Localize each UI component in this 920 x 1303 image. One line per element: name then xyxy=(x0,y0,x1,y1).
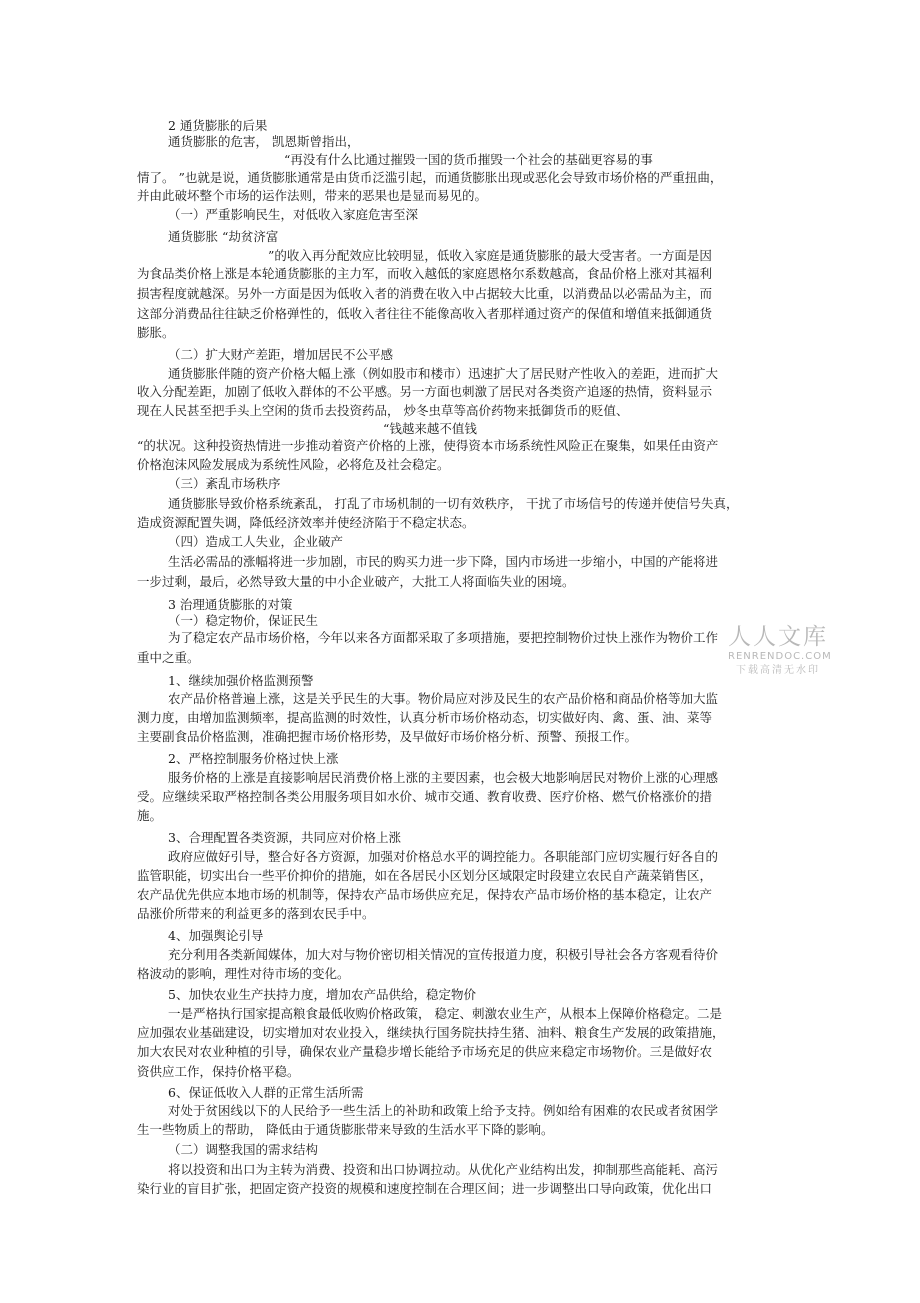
text-line: “钱越来越不值钱 xyxy=(383,421,477,436)
subheading: 2、严格控制服务价格过快上涨 xyxy=(168,751,339,766)
text-line: 情了。 ”也就是说，通货膨胀通常是由货币泛滥引起，而通货膨胀出现或恶化会导致市场价格的严重扭曲， xyxy=(137,170,723,185)
heading-section-2: 2 通货膨胀的后果 xyxy=(168,118,268,133)
text-line: 主要副食品价格监测，准确把握市场价格形势，及早做好市场价格分析、预警、预报工作。 xyxy=(137,729,638,744)
text-line: 为了稳定农产品市场价格，今年以来各方面都采取了多项措施，要把控制物价过快上涨作为物价工作 xyxy=(168,630,719,645)
subheading: 5、加快农业生产扶持力度，增加农产品供给，稳定物价 xyxy=(168,987,476,1002)
text-line: 应加强农业基础建设，切实增加对农业投入，继续执行国务院扶持生猪、油料、粮食生产发展的政策措施， xyxy=(137,1025,725,1040)
subheading: （一）稳定物价，保证民生 xyxy=(168,613,319,628)
text-line: 监管职能，切实出台一些平价抑价的措施，如在各居民小区划分区域限定时段建立农民自产蔬菜销售区， xyxy=(137,868,713,883)
subheading: 6、保证低收入人群的正常生活所需 xyxy=(168,1085,364,1100)
heading-section-3: 3 治理通货膨胀的对策 xyxy=(168,597,293,612)
text-line: 重中之重。 xyxy=(137,650,200,665)
subheading: （一）严重影响民生，对低收入家庭危害至深 xyxy=(168,207,419,222)
text-line: 并由此破坏整个市场的运作法则，带来的恶果也是显而易见的。 xyxy=(137,188,488,203)
subheading: 1、继续加强价格监测预警 xyxy=(168,673,314,688)
text-line: 农产品优先供应本地市场的机制等，保持农产品市场供应充足，保持农产品市场价格的基本稳定，让农产 xyxy=(137,887,713,902)
subheading: 4、加强舆论引导 xyxy=(168,928,264,943)
text-line: 一步过剩，最后，必然导致大量的中小企业破产，大批工人将面临失业的困境。 xyxy=(137,574,575,589)
text-line: 充分利用各类新闻媒体，加大对与物价密切相关情况的宣传报道力度，积极引导社会各方客观看待价 xyxy=(168,947,719,962)
subheading: （二）调整我国的需求结构 xyxy=(168,1142,319,1157)
text-line: 价格泡沫风险发展成为系统性风险，必将危及社会稳定。 xyxy=(137,457,450,472)
text-line: 通货膨胀的危害， 凯恩斯曾指出， xyxy=(168,134,360,149)
text-line: 施。 xyxy=(137,808,163,823)
text-line: 染行业的盲目扩张，把固定资产投资的规模和速度控制在合理区间；进一步调整出口导向政策，优化出口 xyxy=(137,1181,713,1196)
text-line: 收入分配差距，加剧了低收入群体的不公平感。另一方面也刺激了居民对各类资产追逐的热情，资料显示 xyxy=(137,384,713,399)
text-line: 政府应做好引导，整合好各方资源，加强对价格总水平的调控能力。各职能部门应切实履行好各自的 xyxy=(168,849,719,864)
text-line: 损害程度就越深。另外一方面是因为低收入者的消费在收入中占据较大比重，以消费品以必需品为主，而 xyxy=(137,286,713,301)
text-line: 这部分消费品往往缺乏价格弹性的，低收入者往往不能像高收入者那样通过资产的保值和增值来抵御通货 xyxy=(137,306,713,321)
text-line: 通货膨胀 “劫贫济富 xyxy=(168,229,279,244)
text-line: 服务价格的上涨是直接影响居民消费价格上涨的主要因素，也会极大地影响居民对物价上涨的心理感 xyxy=(168,770,719,785)
text-line: 受。应继续采取严格控制各类公用服务项目如水价、城市交通、教育收费、医疗价格、燃气价格涨价的措 xyxy=(137,789,713,804)
text-line: 为食品类价格上涨是本轮通货膨胀的主力军，而收入越低的家庭恩格尔系数越高，食品价格上涨对其福利 xyxy=(137,266,713,281)
text-line: 生活必需品的涨幅将进一步加剧，市民的购买力进一步下降，国内市场进一步缩小，中国的产能将进 xyxy=(168,554,719,569)
text-line: “的状况。这种投资热情进一步推动着资产价格的上涨，使得资本市场系统性风险正在聚集，如果任由资产 xyxy=(137,438,719,453)
text-line: 品涨价所带来的利益更多的落到农民手中。 xyxy=(137,906,375,921)
text-line: 对处于贫困线以下的人民给予一些生活上的补助和政策上给予支持。例如给有困难的农民或者贫困学 xyxy=(168,1103,719,1118)
subheading: （二）扩大财产差距，增加居民不公平感 xyxy=(168,347,394,362)
text-line: “再没有什么比通过摧毁一国的货币摧毁一个社会的基础更容易的事 xyxy=(284,152,653,167)
text-line: 通货膨胀伴随的资产价格大幅上涨（例如股市和楼市）迅速扩大了居民财产性收入的差距，进而扩大 xyxy=(168,366,719,381)
text-line: 资供应工作，保持价格平稳。 xyxy=(137,1064,300,1079)
subheading: （四）造成工人失业，企业破产 xyxy=(168,534,344,549)
text-line: 造成资源配置失调，降低经济效率并使经济陷于不稳定状态。 xyxy=(137,515,475,530)
text-line: 通货膨胀导致价格系统紊乱， 打乱了市场机制的一切有效秩序， 干扰了市场信号的传递并使信号失真， xyxy=(168,496,739,511)
watermark xyxy=(728,624,832,678)
text-line: 一是严格执行国家提高粮食最低收购价格政策， 稳定、刺激农业生产，从根本上保障价格稳定。二是 xyxy=(168,1006,722,1021)
text-line: 生一些物质上的帮助， 降低由于通货膨胀带来导致的生活水平下降的影响。 xyxy=(137,1122,554,1137)
watermark-slogan: 下载高清无水印 xyxy=(736,665,820,676)
watermark-site: RENRENDOC.COM xyxy=(728,651,832,662)
watermark-title: 人人文库 xyxy=(728,624,828,650)
text-line: ”的收入再分配效应比较明显，低收入家庭是通货膨胀的最大受害者。一方面是因 xyxy=(268,248,712,263)
text-line: 现在人民甚至把手头上空闲的货币去投资药品， 炒冬虫草等高价药物来抵御货币的贬值、 xyxy=(137,403,629,418)
text-line: 测力度，由增加监测频率，提高监测的时效性，认真分析市场价格动态，切实做好肉、禽、蛋、油、菜等 xyxy=(137,710,713,725)
subheading: （三）紊乱市场秩序 xyxy=(168,476,281,491)
text-line: 农产品价格普遍上涨，这是关乎民生的大事。物价局应对涉及民生的农产品价格和商品价格等加大监 xyxy=(168,691,719,706)
text-line: 格波动的影响，理性对待市场的变化。 xyxy=(137,966,350,981)
text-line: 膨胀。 xyxy=(137,325,175,340)
subheading: 3、合理配置各类资源，共同应对价格上涨 xyxy=(168,830,401,845)
text-line: 加大农民对农业种植的引导，确保农业产量稳步增长能给予市场充足的供应来稳定市场物价。三是做好农 xyxy=(137,1044,713,1059)
text-line: 将以投资和出口为主转为消费、投资和出口协调拉动。从优化产业结构出发，抑制那些高能耗、高污 xyxy=(168,1162,719,1177)
